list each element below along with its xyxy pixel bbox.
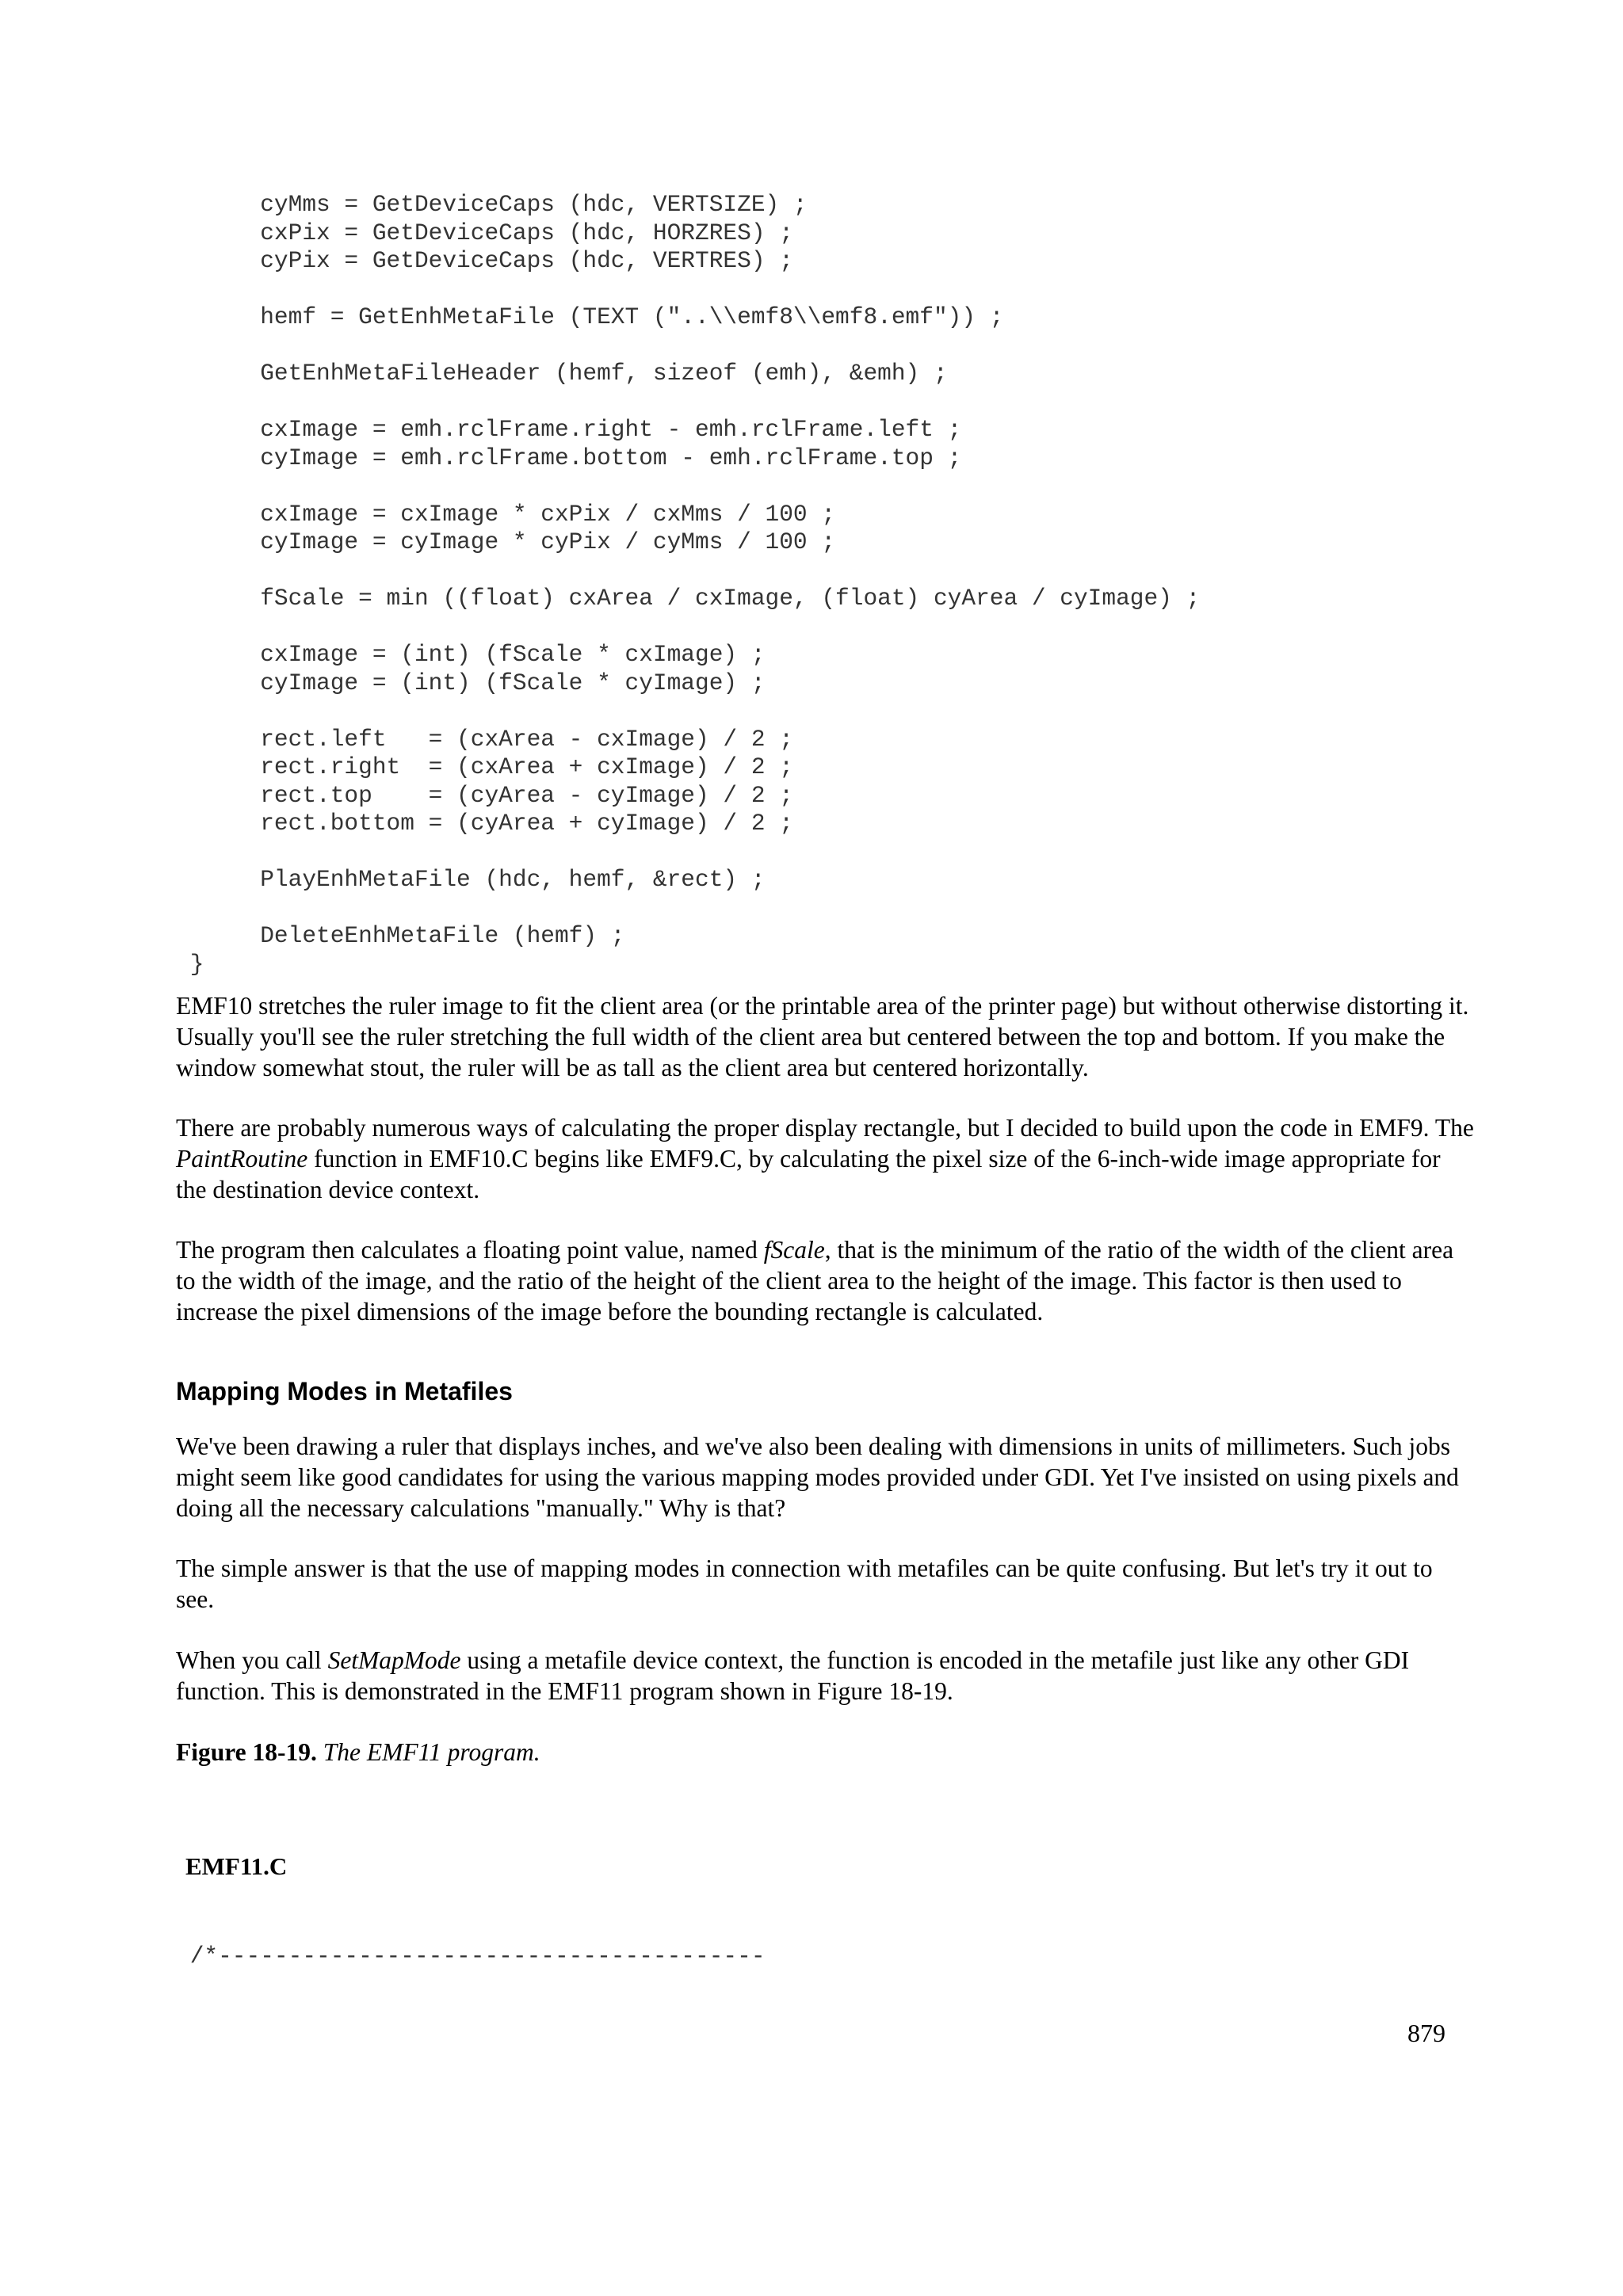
paragraph-text: When you call — [176, 1646, 328, 1674]
code-line: rect.left = (cxArea - cxImage) / 2 ; — [176, 725, 793, 753]
page-number: 879 — [1407, 2019, 1445, 2047]
paragraph-text: , that is the minimum of the ratio of the width of the client area to the width of the image, and the ratio of the height of the client area to the height of the image. This factor is then used to increase the pixel dimensions of the image before the bounding rectangle is calculated. — [176, 1236, 1454, 1325]
code-line: cxImage = emh.rclFrame.right - emh.rclFrame.left ; — [176, 416, 962, 443]
paragraph-text: The program then calculates a floating point value, named — [176, 1236, 764, 1264]
paragraph-display-rectangle — [176, 1112, 1476, 1205]
figure-caption-label: Figure 18-19. — [176, 1738, 317, 1766]
code-line: rect.right = (cxArea + cxImage) / 2 ; — [176, 753, 793, 780]
code-line: fScale = min ((float) cxArea / cxImage, (float) cyArea / cyImage) ; — [176, 585, 1201, 612]
paragraph-mapping-modes-intro — [176, 1431, 1476, 1524]
code-line: cyImage = (int) (fScale * cyImage) ; — [176, 669, 766, 696]
code-line: cxImage = (int) (fScale * cxImage) ; — [176, 641, 766, 668]
file-label: EMF11.C — [185, 1852, 288, 1880]
code-line: rect.top = (cyArea - cyImage) / 2 ; — [176, 781, 793, 809]
code-line: } — [176, 950, 204, 978]
code-line: PlayEnhMetaFile (hdc, hemf, &rect) ; — [176, 866, 766, 893]
paragraph-setmapmode — [176, 1645, 1476, 1707]
italic-term: SetMapMode — [327, 1646, 461, 1674]
code-line: rect.bottom = (cyArea + cyImage) / 2 ; — [176, 810, 793, 837]
italic-term: PaintRoutine — [176, 1145, 308, 1173]
code-line: hemf = GetEnhMetaFile (TEXT ("..\\emf8\\emf8.emf")) ; — [176, 303, 1004, 330]
italic-term: fScale — [763, 1236, 825, 1264]
code-line: cyMms = GetDeviceCaps (hdc, VERTSIZE) ; — [176, 191, 808, 218]
paragraph-text: There are probably numerous ways of calculating the proper display rectangle, but I decided to build upon the code in EMF9. The — [176, 1114, 1474, 1142]
code-comment-start: /*--------------------------------------- — [176, 1943, 766, 1970]
paragraph-text: EMF10 stretches the ruler image to fit the client area (or the printable area of the printer page) but without otherwise distorting it. Usually you'll see the ruler stretching the full width of the client area but centered between the top and bottom. If you make the window somewhat stout, the ruler will be as tall as the client area but centered horizontally. — [176, 992, 1469, 1081]
figure-caption-title: The EMF11 program. — [323, 1738, 540, 1766]
paragraph-text: using a metafile device context, the function is encoded in the metafile just like any other GDI function. This is demonstrated in the EMF11 program shown in Figure 18-19. — [176, 1646, 1410, 1705]
code-line: cxPix = GetDeviceCaps (hdc, HORZRES) ; — [176, 219, 793, 246]
code-line: DeleteEnhMetaFile (hemf) ; — [176, 922, 625, 949]
figure-caption — [176, 1737, 540, 1768]
code-block — [176, 191, 1200, 978]
paragraph-text: function in EMF10.C begins like EMF9.C, by calculating the pixel size of the 6-inch-wide image appropriate for the destination device context. — [176, 1145, 1441, 1203]
paragraph-text: The simple answer is that the use of mapping modes in connection with metafiles can be quite confusing. But let's try it out to see. — [176, 1554, 1433, 1613]
code-line: cyImage = emh.rclFrame.bottom - emh.rclFrame.top ; — [176, 444, 962, 471]
paragraph-emf10-stretch — [176, 990, 1476, 1083]
paragraph-fscale — [176, 1234, 1476, 1327]
code-line: cyImage = cyImage * cyPix / cyMms / 100 ; — [176, 528, 836, 555]
code-line: GetEnhMetaFileHeader (hemf, sizeof (emh), &emh) ; — [176, 360, 948, 387]
section-heading: Mapping Modes in Metafiles — [176, 1377, 513, 1405]
code-line: cxImage = cxImage * cxPix / cxMms / 100 ; — [176, 500, 836, 528]
paragraph-text: We've been drawing a ruler that displays inches, and we've also been dealing with dimensions in units of millimeters. Such jobs might seem like good candidates for using the various mapping modes provided under GDI. Yet I've insisted on using pixels and doing all the necessary calculations "manually." Why is that? — [176, 1432, 1459, 1522]
code-line: cyPix = GetDeviceCaps (hdc, VERTRES) ; — [176, 247, 793, 274]
paragraph-simple-answer — [176, 1553, 1476, 1615]
